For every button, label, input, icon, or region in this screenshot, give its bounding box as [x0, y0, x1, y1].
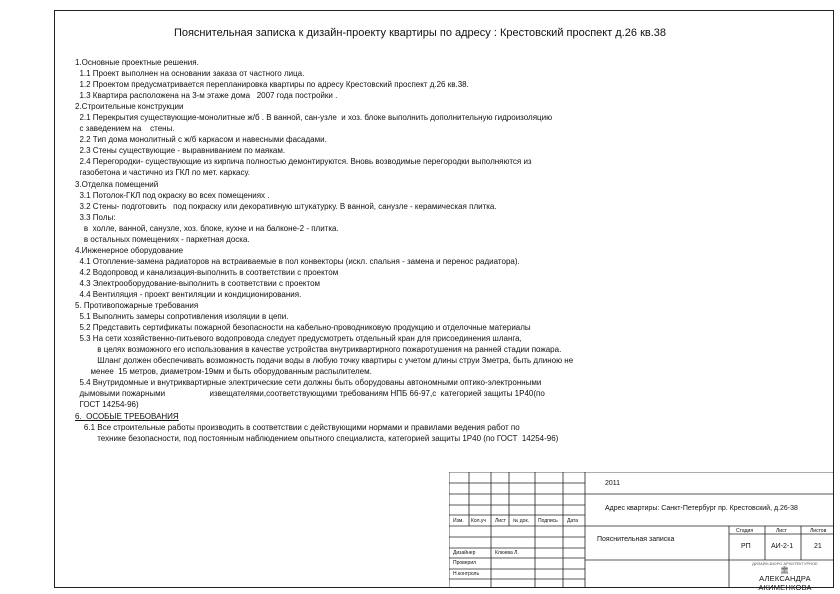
note-line: 4.2 Водопровод и канализация-выполнить в соответствии с проектом — [75, 267, 339, 277]
note-line: дымовыми пожарными извещателями,соответствующими требованиям НПБ 66-97,с категорией защиты 1Р40(по — [75, 389, 545, 399]
note-line: 1.1 Проект выполнен на основании заказа от частного лица. — [75, 69, 305, 79]
note-line: 5.1 Выполнить замеры сопротивления изоляции в цепи. — [75, 312, 289, 322]
role-norm-control: Н.контроль — [453, 571, 480, 577]
page-title: Пояснительная записка к дизайн-проекту квартиры по адресу : Крестовский проспект д.26 кв.38 — [173, 27, 667, 39]
col-kol-uch: Кол.уч — [471, 518, 486, 524]
note-line: 6.1 Все строительные работы производить в соответствии с действующими нормами и правилами ведения работ по — [75, 422, 520, 432]
col-izm: Изм. — [453, 518, 464, 524]
col-list: Лист — [495, 518, 506, 524]
note-line: 5. Противопожарные требования — [75, 301, 199, 311]
note-line: в остальных помещениях - паркетная доска. — [75, 234, 250, 244]
note-line: 6. ОСОБЫЕ ТРЕБОВАНИЯ — [75, 411, 179, 421]
note-line: 2.1 Перекрытия существующие-монолитные ж/б . В ванной, сан-узле и хоз. блоке выполнить дополнительную гидроизоляцию — [75, 113, 553, 123]
col-doc-no: № док. — [513, 518, 530, 524]
note-line: 3.3 Полы: — [75, 212, 116, 222]
note-line: 3.2 Стены- подготовить под покраску или декоративную штукатурку. В ванной, санузле - керамическая плитка. — [75, 201, 497, 211]
designer-name: Клюева Л. — [495, 550, 519, 556]
note-line: 2.2 Тип дома монолитный с ж/б каркасом и навесными фасадами. — [75, 135, 327, 145]
explanatory-notes — [75, 57, 715, 444]
note-line: 5.2 Представить сертификаты пожарной безопасности на кабельно-проводниковую продукцию и отделочные материалы — [75, 323, 531, 333]
note-line: 1.Основные проектные решения. — [75, 58, 199, 67]
stamp-address: Адрес квартиры: Санкт-Петербург пр. Крестовский, д.26-38 — [605, 505, 798, 512]
role-designer: Дизайнер — [453, 550, 476, 556]
col-sheets-total: Листов — [810, 528, 827, 534]
role-checked: Проверил — [453, 560, 477, 566]
sheets-total-value: 21 — [814, 543, 822, 550]
col-signature: Подпись — [538, 518, 558, 524]
note-line: 3.Отделка помещений — [75, 179, 159, 189]
note-line: ГОСТ 14254-96) — [75, 400, 139, 410]
sheet-title: Пояснительная записка — [597, 536, 675, 543]
note-line: 2.3 Стены существующие - выравниванием по маякам. — [75, 146, 286, 156]
note-line: газобетона и частично из ГКЛ по мет. каркасу. — [75, 168, 250, 178]
note-line: 4.Инженерное оборудование — [75, 245, 184, 255]
note-line: в целях возможного его использования в качестве устройства внутриквартирного пожаротушения на ранней стадии пожара. — [75, 345, 562, 355]
note-line: с заведением на стены. — [75, 124, 175, 134]
note-line: 4.4 Вентиляция - проект вентиляции и кондиционирования. — [75, 289, 302, 299]
logo-name: АЛЕКСАНДРА АКИМЕНКОВА — [758, 574, 812, 592]
note-line: 4.3 Электрооборудование-выполнить в соответствии с проектом — [75, 278, 321, 288]
note-line: 2.4 Перегородки- существующие из кирпича полностью демонтируются. Вновь возводимые перегородки выполняются из — [75, 157, 532, 167]
note-line: 3.1 Потолок-ГКЛ под окраску во всех помещениях . — [75, 190, 270, 200]
col-date: Дата — [567, 518, 579, 524]
note-line: 5.3 На сети хозяйственно-питьевого водопровода следует предусмотреть отдельный кран для присоединения шланга, — [75, 334, 522, 344]
note-line: менее 15 метров, диаметром-19мм и быть оборудованным распылителем. — [75, 367, 372, 377]
col-sheet: Лист — [776, 528, 787, 534]
note-line: 5.4 Внутридомные и внутриквартирные электрические сети должны быть оборудованы автономными оптико-электронными — [75, 378, 542, 388]
columns-icon: 🏛︎ — [780, 567, 789, 574]
note-line: 1.3 Квартира расположена на 3-м этаже дома 2007 года постройки . — [75, 91, 338, 101]
stage-value: РП — [741, 543, 751, 550]
note-line: в холле, ванной, санузле, хоз. блоке, кухне и на балконе-2 - плитка. — [75, 223, 339, 233]
note-line: 4.1 Отопление-замена радиаторов на встраиваемые в пол конвекторы (искл. спальня - замена и перенос радиатора). — [75, 256, 520, 266]
note-line: 2.Строительные конструкции — [75, 102, 184, 112]
note-line: 1.2 Проектом предусматривается перепланировка квартиры по адресу Крестовский проспект д.26 кв.38. — [75, 80, 469, 90]
note-line: технике безопасности, под постоянным наблюдением опытного специалиста, категорией защиты 1Р40 (по ГОСТ 14254-96) — [75, 433, 559, 443]
bureau-logo — [739, 560, 831, 592]
note-line: Шланг должен обеспечивать возможность подачи воды в любую точку квартиры с учетом длины струи 3метра, быть длиною не — [75, 356, 574, 366]
logo-tagline: ДИЗАЙН-БЮРО АРХИТЕКТУРНОЕ — [752, 561, 818, 566]
stamp-year: 2011 — [605, 480, 621, 487]
title-block-stamp — [449, 472, 833, 592]
col-stage: Стадия — [736, 528, 754, 534]
sheet-number: АИ-2-1 — [771, 543, 794, 550]
